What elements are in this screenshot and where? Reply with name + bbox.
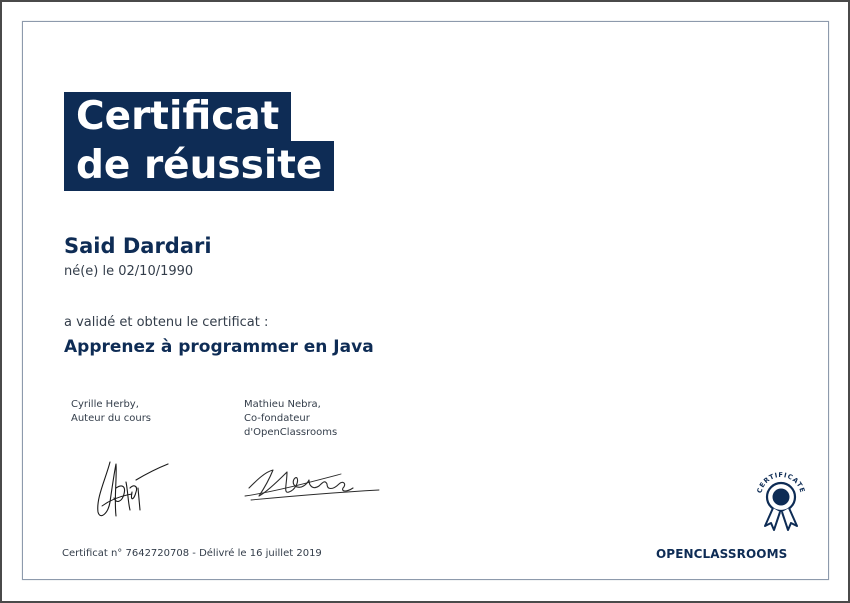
birth-date: né(e) le 02/10/1990 — [64, 264, 194, 279]
signer-cofounder-name: Mathieu Nebra, — [244, 399, 321, 410]
signer-cofounder-role: Co-fondateur — [244, 413, 310, 424]
cofounder-signature — [243, 462, 383, 504]
signer-author-role: Auteur du cours — [71, 413, 152, 424]
badge-label: CERTIFICATE — [755, 470, 807, 495]
recipient-name: Said Dardari — [64, 234, 212, 258]
signer-author — [71, 398, 151, 426]
certificate-title-line-2: de réussite — [64, 141, 334, 191]
openclassrooms-logo: OPENCLASSROOMS — [656, 547, 788, 561]
certificate-ribbon-icon — [750, 470, 812, 534]
course-title: Apprenez à programmer en Java — [64, 337, 374, 357]
signer-cofounder-company: d'OpenClassrooms — [244, 427, 338, 438]
validation-text: a validé et obtenu le certificat : — [64, 315, 269, 330]
signer-cofounder — [244, 398, 337, 440]
signer-author-name: Cyrille Herby, — [71, 399, 139, 410]
certificate-footer: Certificat n° 7642720708 - Délivré le 16 juillet 2019 — [62, 548, 322, 559]
author-signature — [86, 458, 176, 522]
certificate-title-line-1: Certificat — [64, 92, 291, 142]
